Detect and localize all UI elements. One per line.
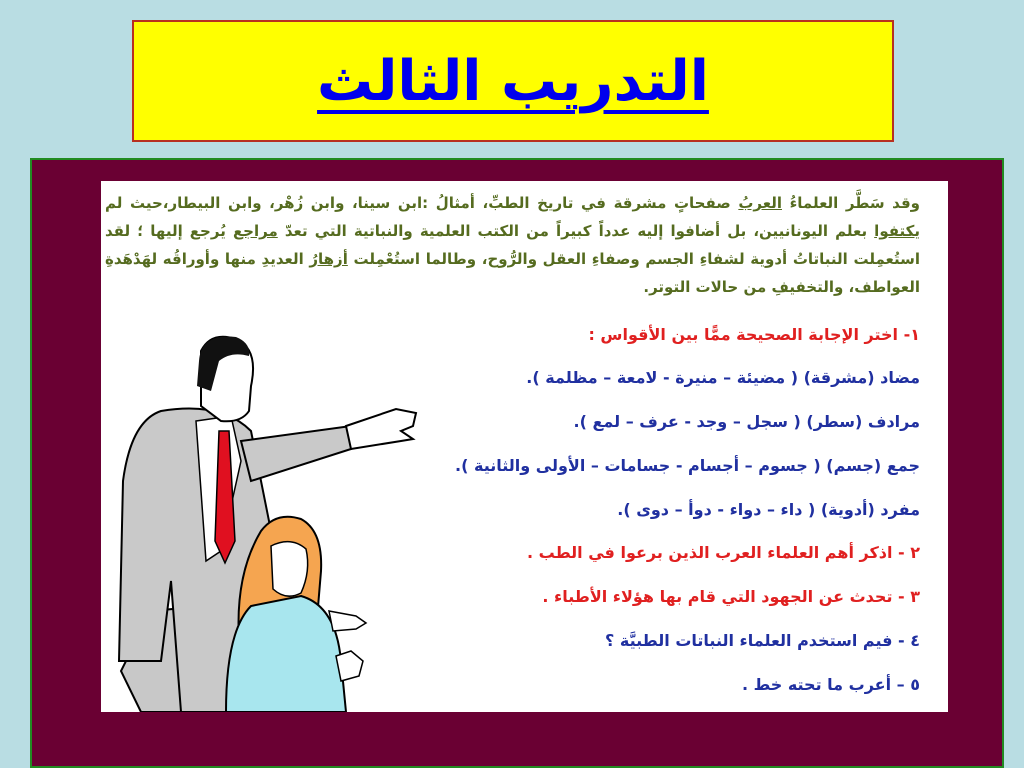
- teacher-student-illustration: [101, 331, 431, 712]
- underlined-word-4: أزهارُ: [309, 250, 348, 268]
- page-title: التدريب الثالث: [317, 48, 709, 114]
- passage-text-5: العديدِ منها وأوراقُه لهَدْهَدةِ العواطف، والتخفيفِ من حالات التوتر.: [105, 250, 920, 296]
- underlined-word-2: يكتفوا: [874, 222, 920, 240]
- question-2: ٢ - اذكر أهم العلماء العرب الذين برعوا في الطب .: [526, 543, 920, 562]
- question-5: ٥ – أعرب ما تحته خط .: [741, 675, 920, 694]
- passage-text-1: وقد سَطَّر العلماءُ: [782, 194, 920, 212]
- question-3: ٣ - تحدث عن الجهود التي قام بها هؤلاء الأطباء .: [542, 587, 920, 606]
- content-panel: [101, 181, 948, 712]
- underlined-word-1: العربُ: [738, 194, 782, 212]
- question-4: ٤ - فيم استخدم العلماء النباتات الطبيَّة ؟: [605, 631, 920, 650]
- passage-text-4: يُرجع إليها ؛ لقد استُعمِلت النباتاتُ أدوية لشفاءِ الجسم وصفاءِ العقل والرُّوح، وطالما استُعْمِلت: [105, 222, 921, 268]
- reading-passage: [105, 189, 920, 301]
- question-1-header: ١- اختر الإجابة الصحيحة ممًّا بين الأقواس :: [588, 325, 920, 344]
- passage-text-2: صفحاتٍ مشرقة في تاريخ الطبِّ، أمثالُ :ابن سينا، وابن زُهْر، وابن البيطار،حيث لم: [105, 194, 739, 212]
- question-1-item-c: جمع (جسم) ( جسوم – أجسام - جسامات – الأولى والثانية ).: [455, 456, 920, 475]
- underlined-word-3: مراجع: [232, 222, 278, 240]
- passage-text-3: بعلم اليونانيين، بل أضافوا إليه عدداً كبيراً من الكتب العلمية والنباتية التي تعدّ: [277, 222, 875, 240]
- question-1-item-a: مضاد (مشرقة) ( مضيئة – منيرة - لامعة – مظلمة ).: [526, 368, 920, 387]
- question-1-item-d: مفرد (أدوية) ( داء – دواء - دوأ – دوى ).: [617, 500, 920, 519]
- title-banner: [132, 20, 894, 142]
- question-1-item-b: مرادف (سطر) ( سجل – وجد - عرف – لمع ).: [573, 412, 920, 431]
